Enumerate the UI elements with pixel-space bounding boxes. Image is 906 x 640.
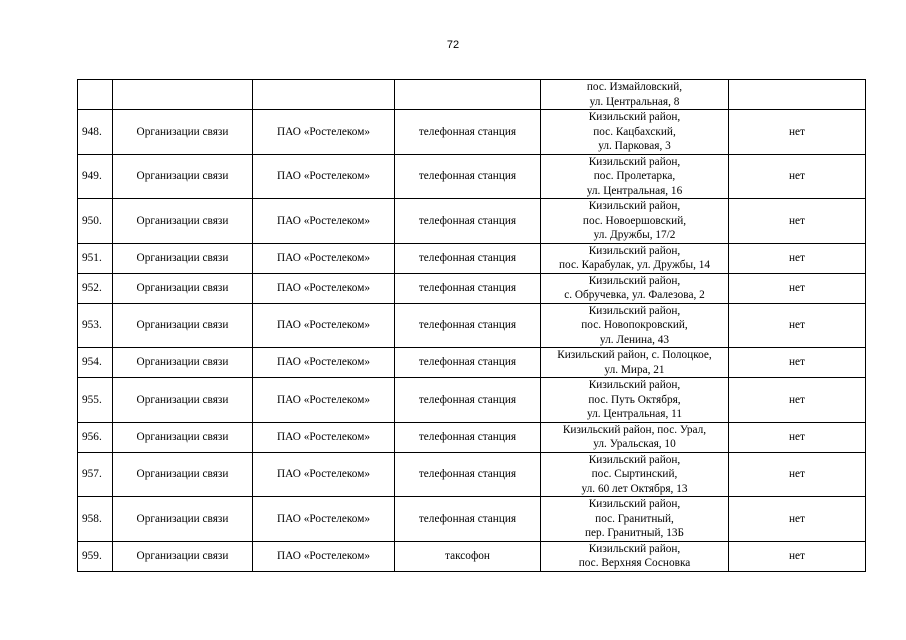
address-line: пос. Карабулак, ул. Дружбы, 14 bbox=[558, 259, 711, 271]
table-row bbox=[78, 110, 866, 155]
address-cell bbox=[541, 273, 729, 303]
category-cell: Организации связи bbox=[113, 154, 253, 199]
address-cell bbox=[541, 110, 729, 155]
category-cell: Организации связи bbox=[113, 452, 253, 497]
address-line: Кизильский район, bbox=[588, 453, 681, 466]
address-line: ул. Парковая, 3 bbox=[598, 140, 671, 152]
facility-type-cell: телефонная станция bbox=[395, 348, 541, 378]
address-line: Кизильский район, bbox=[588, 498, 681, 510]
address-cell bbox=[541, 154, 729, 199]
organization-cell: ПАО «Ростелеком» bbox=[253, 303, 395, 348]
table-body bbox=[78, 80, 866, 572]
address-line: пос. Кацбахский, bbox=[593, 125, 676, 138]
status-cell: нет bbox=[729, 378, 866, 423]
address-line: пос. Новоершовский, bbox=[582, 214, 687, 227]
address-line: Кизильский район, bbox=[588, 155, 681, 168]
address-line: с. Обручевка, ул. Фалезова, 2 bbox=[564, 289, 705, 301]
table-row bbox=[78, 541, 866, 571]
table-row bbox=[78, 154, 866, 199]
address-line: Кизильский район, bbox=[588, 274, 681, 287]
address-cell bbox=[541, 378, 729, 423]
address-line: пос. Верхняя Сосновка bbox=[578, 557, 691, 569]
status-cell: нет bbox=[729, 243, 866, 273]
address-line: ул. Мира, 21 bbox=[604, 363, 665, 376]
address-line: ул. 60 лет Октября, 13 bbox=[581, 482, 688, 495]
facility-type-cell: телефонная станция bbox=[395, 378, 541, 423]
address-cell bbox=[541, 541, 729, 571]
status-cell: нет bbox=[729, 497, 866, 542]
row-number-cell bbox=[78, 80, 113, 110]
row-number-cell: 957. bbox=[78, 452, 113, 497]
address-cell bbox=[541, 348, 729, 378]
status-cell: нет bbox=[729, 154, 866, 199]
facility-type-cell: телефонная станция bbox=[395, 154, 541, 199]
address-line: ул. Уральская, 10 bbox=[593, 438, 676, 450]
status-cell: нет bbox=[729, 422, 866, 452]
organization-cell: ПАО «Ростелеком» bbox=[253, 378, 395, 423]
address-line: пос. Путь Октября, bbox=[588, 393, 681, 406]
row-number-cell: 959. bbox=[78, 541, 113, 571]
facility-type-cell: телефонная станция bbox=[395, 199, 541, 244]
address-cell bbox=[541, 422, 729, 452]
address-line: Кизильский район, bbox=[588, 111, 681, 123]
status-cell: нет bbox=[729, 199, 866, 244]
address-line: пос. Измайловский, bbox=[586, 81, 683, 93]
row-number-cell: 949. bbox=[78, 154, 113, 199]
organization-cell: ПАО «Ростелеком» bbox=[253, 452, 395, 497]
category-cell: Организации связи bbox=[113, 199, 253, 244]
address-line: пос. Пролетарка, bbox=[593, 170, 676, 182]
table-row bbox=[78, 273, 866, 303]
status-cell: нет bbox=[729, 273, 866, 303]
category-cell: Организации связи bbox=[113, 243, 253, 273]
row-number-cell: 953. bbox=[78, 303, 113, 348]
category-cell: Организации связи bbox=[113, 541, 253, 571]
facility-type-cell: телефонная станция bbox=[395, 273, 541, 303]
row-number-cell: 956. bbox=[78, 422, 113, 452]
status-cell: нет bbox=[729, 303, 866, 348]
row-number-cell: 951. bbox=[78, 243, 113, 273]
table-row bbox=[78, 452, 866, 497]
address-line: Кизильский район, bbox=[588, 244, 681, 257]
organization-cell: ПАО «Ростелеком» bbox=[253, 348, 395, 378]
row-number-cell: 955. bbox=[78, 378, 113, 423]
table-row bbox=[78, 378, 866, 423]
table-row bbox=[78, 199, 866, 244]
address-line: ул. Центральная, 8 bbox=[589, 95, 680, 108]
organization-cell: ПАО «Ростелеком» bbox=[253, 497, 395, 542]
data-table bbox=[77, 79, 866, 572]
row-number-cell: 952. bbox=[78, 273, 113, 303]
address-line: пос. Гранитный, bbox=[595, 512, 674, 525]
address-cell bbox=[541, 303, 729, 348]
organization-cell: ПАО «Ростелеком» bbox=[253, 110, 395, 155]
address-line: пос. Новопокровский, bbox=[581, 319, 688, 331]
organization-cell: ПАО «Ростелеком» bbox=[253, 422, 395, 452]
table-row bbox=[78, 303, 866, 348]
category-cell: Организации связи bbox=[113, 348, 253, 378]
row-number-cell: 954. bbox=[78, 348, 113, 378]
table-row bbox=[78, 243, 866, 273]
status-cell bbox=[729, 80, 866, 110]
organization-cell: ПАО «Ростелеком» bbox=[253, 243, 395, 273]
organization-cell: ПАО «Ростелеком» bbox=[253, 154, 395, 199]
address-line: Кизильский район, bbox=[588, 542, 681, 555]
address-cell bbox=[541, 199, 729, 244]
address-line: ул. Ленина, 43 bbox=[599, 333, 670, 346]
category-cell: Организации связи bbox=[113, 273, 253, 303]
row-number-cell: 950. bbox=[78, 199, 113, 244]
address-line: пос. Сыртинский, bbox=[591, 468, 678, 480]
status-cell: нет bbox=[729, 452, 866, 497]
address-line: ул. Дружбы, 17/2 bbox=[593, 229, 676, 241]
facility-type-cell: таксофон bbox=[395, 541, 541, 571]
table-row bbox=[78, 348, 866, 378]
row-number-cell: 948. bbox=[78, 110, 113, 155]
organization-cell bbox=[253, 80, 395, 110]
table-row bbox=[78, 80, 866, 110]
address-cell bbox=[541, 497, 729, 542]
address-line: пер. Гранитный, 13Б bbox=[585, 527, 684, 539]
address-line: ул. Центральная, 11 bbox=[586, 408, 683, 420]
facility-type-cell: телефонная станция bbox=[395, 303, 541, 348]
facility-type-cell: телефонная станция bbox=[395, 110, 541, 155]
status-cell: нет bbox=[729, 110, 866, 155]
address-cell bbox=[541, 80, 729, 110]
category-cell: Организации связи bbox=[113, 497, 253, 542]
address-line: Кизильский район, bbox=[588, 304, 681, 317]
category-cell: Организации связи bbox=[113, 110, 253, 155]
organization-cell: ПАО «Ростелеком» bbox=[253, 273, 395, 303]
address-line: Кизильский район, с. Полоцкое, bbox=[557, 349, 712, 361]
status-cell: нет bbox=[729, 348, 866, 378]
category-cell: Организации связи bbox=[113, 422, 253, 452]
facility-type-cell: телефонная станция bbox=[395, 497, 541, 542]
category-cell: Организации связи bbox=[113, 378, 253, 423]
table-row bbox=[78, 422, 866, 452]
category-cell: Организации связи bbox=[113, 303, 253, 348]
address-line: Кизильский район, bbox=[588, 200, 681, 212]
table-row bbox=[78, 497, 866, 542]
address-line: Кизильский район, пос. Урал, bbox=[562, 423, 707, 436]
category-cell bbox=[113, 80, 253, 110]
address-cell bbox=[541, 243, 729, 273]
facility-type-cell: телефонная станция bbox=[395, 422, 541, 452]
address-line: ул. Центральная, 16 bbox=[586, 184, 683, 197]
facility-type-cell: телефонная станция bbox=[395, 452, 541, 497]
facility-type-cell: телефонная станция bbox=[395, 243, 541, 273]
page-number: 72 bbox=[446, 39, 460, 51]
address-line: Кизильский район, bbox=[588, 379, 681, 391]
organization-cell: ПАО «Ростелеком» bbox=[253, 199, 395, 244]
status-cell: нет bbox=[729, 541, 866, 571]
row-number-cell: 958. bbox=[78, 497, 113, 542]
address-cell bbox=[541, 452, 729, 497]
organization-cell: ПАО «Ростелеком» bbox=[253, 541, 395, 571]
facility-type-cell bbox=[395, 80, 541, 110]
